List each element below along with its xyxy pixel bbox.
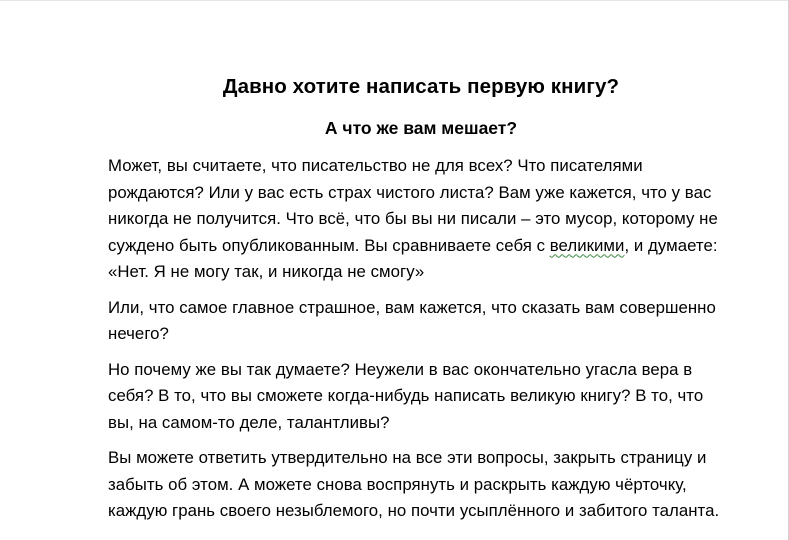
paragraph-line: каждую грань своего незыблемого, но почти усыплённого и забитого таланта. [108, 501, 720, 520]
paragraph-line: никогда не получится. Что всё, что бы вы ни писали – это мусор, которому не [108, 209, 718, 228]
paragraph-4 [108, 445, 748, 525]
document-content[interactable] [108, 72, 748, 534]
paragraph-line: вы, на самом-то деле, талантливы? [108, 412, 390, 432]
paragraph-line: Или, что самое главное страшное, вам кажется, что сказать вам совершенно [108, 297, 716, 317]
document-title: Давно хотите написать первую книгу? [222, 75, 620, 98]
document-subtitle: А что же вам мешает? [324, 118, 518, 138]
paragraph-line: нечего? [108, 324, 169, 343]
page-top-border [0, 0, 789, 1]
paragraph-line: забыть об этом. А можете снова воспрянуть и раскрыть каждую чёрточку, [108, 474, 687, 494]
paragraph-line: рождаются? Или у вас есть страх чистого листа? Вам уже кажется, что у вас [108, 182, 712, 202]
paragraph-line: Но почему же вы так думаете? Неужели в вас окончательно угасла вера в [108, 359, 693, 379]
spellcheck-underlined-word[interactable]: великими [549, 235, 625, 255]
paragraph-1 [108, 153, 748, 286]
paragraph-3 [108, 357, 748, 437]
paragraph-line: Может, вы считаете, что писательство не для всех? Что писателями [108, 156, 643, 175]
paragraph-line: «Нет. Я не могу так, и никогда не смогу» [108, 262, 425, 281]
paragraph-line-with-spellcheck [108, 233, 748, 260]
document-body [108, 153, 748, 525]
paragraph-line: себя? В то, что вы сможете когда-нибудь написать великую книгу? В то, что [108, 386, 704, 405]
paragraph-line-head: суждено быть опубликованным. Вы сравниваете себя с [108, 235, 550, 255]
paragraph-line: Вы можете ответить утвердительно на все эти вопросы, закрыть страницу и [108, 448, 707, 467]
paragraph-2 [108, 295, 748, 348]
paragraph-line-tail: , и думаете: [624, 235, 718, 255]
